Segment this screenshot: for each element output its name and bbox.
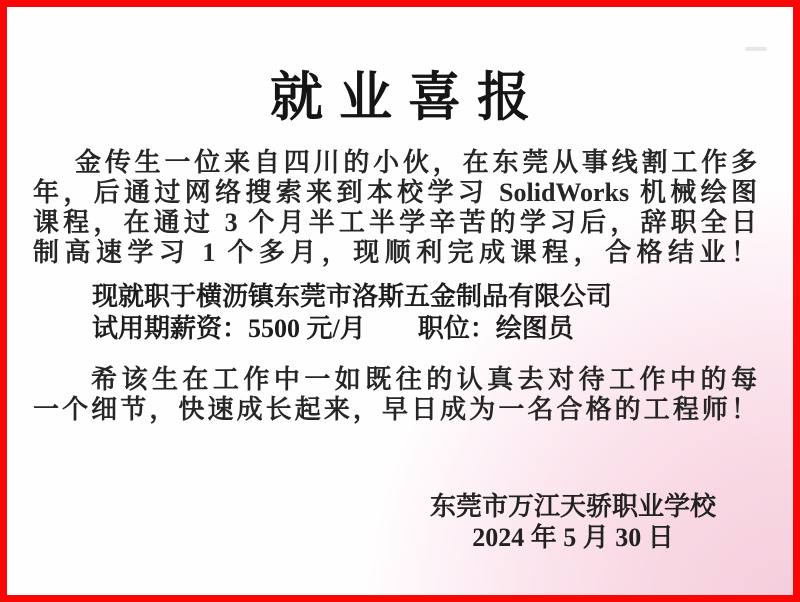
page-title: 就业喜报 (270, 68, 546, 127)
employment-details (92, 281, 612, 345)
wish-paragraph (33, 365, 757, 425)
wish-line-2: 一个细节，快速成长起来，早日成为一名合格的工程师！ (33, 395, 757, 424)
salary-position-line: 试用期薪资：5500 元/月 职位：绘图员 (92, 314, 574, 343)
faint-smudge-mark (745, 47, 767, 51)
wish-line-1: 希该生在工作中一如既往的认真去对待工作中的每 (91, 365, 757, 394)
intro-line-1: 金传生一位来自四川的小伙，在东莞从事线割工作多 (75, 148, 757, 177)
intro-line-4: 制高速学习 1 个多月，现顺利完成课程，合格结业！ (33, 238, 757, 267)
intro-paragraph (33, 148, 757, 268)
signature-block (405, 491, 741, 553)
school-name: 东莞市万江天骄职业学校 (429, 492, 716, 521)
intro-line-3: 课程，在通过 3 个月半工半学辛苦的学习后，辞职全日 (33, 208, 757, 237)
intro-line-2: 年，后通过网络搜索来到本校学习 SolidWorks 机械绘图 (33, 178, 757, 207)
company-line: 现就职于横沥镇东莞市洛斯五金制品有限公司 (92, 282, 613, 311)
signature-date: 2024 年 5 月 30 日 (472, 523, 674, 552)
